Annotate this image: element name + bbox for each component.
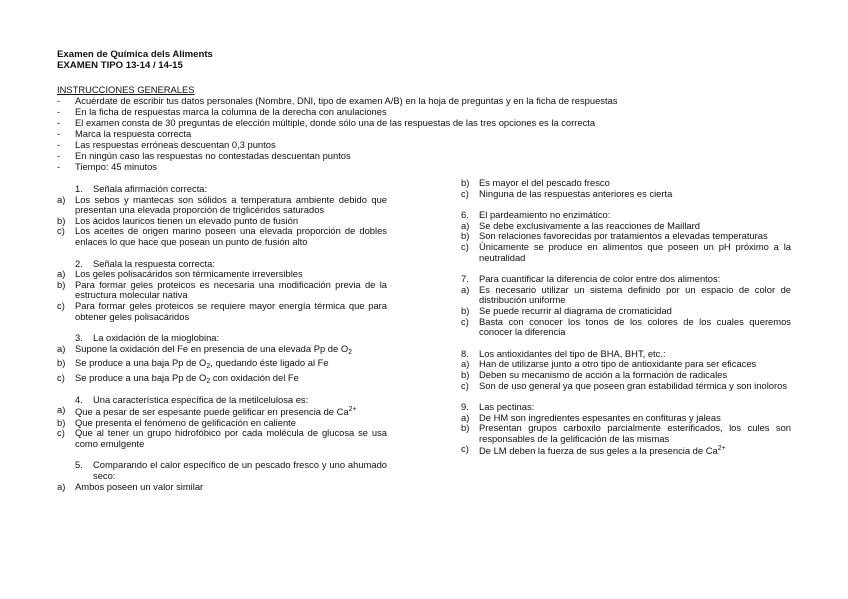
question-stem: Las pectinas: bbox=[479, 401, 535, 413]
question-4 bbox=[57, 395, 387, 450]
option-b: b) Los ácidos lauricos tienen un elevado punto de fusión bbox=[57, 214, 299, 226]
option-b: b) Se puede recurrir al diagrama de cromaticidad bbox=[461, 304, 672, 316]
question-number: 5. bbox=[75, 459, 83, 471]
option-a: a) Ambos poseen un valor similar bbox=[57, 480, 204, 492]
option-a: a) Los sebos y mantecas son sólidos a temperatura ambiente debido que presentan una elevada proporción de triglicéridos saturados bbox=[57, 193, 387, 216]
question-stem: Señala afirmación correcta: bbox=[93, 183, 208, 194]
left-column bbox=[57, 184, 387, 492]
option-c: c) Que al tener un grupo hidrofóbico por cada molécula de glucosa se usa como emulgente bbox=[57, 427, 387, 449]
question-8 bbox=[461, 349, 791, 391]
exam-subtitle: EXAMEN TIPO 13-14 / 14-15 bbox=[57, 60, 183, 71]
option-b: b) Se produce a una baja Pp de $O_2$, quedando éste ligado al Fe bbox=[57, 357, 329, 371]
question-5-continued bbox=[461, 178, 791, 199]
instruction-item: - El examen consta de 30 preguntas de elección múltiple, donde sólo una de las respuestas de las tres opciones es la correcta bbox=[57, 117, 596, 128]
question-number: 4. bbox=[75, 393, 83, 405]
question-1 bbox=[57, 184, 387, 248]
question-2 bbox=[57, 259, 387, 323]
question-number: 2. bbox=[75, 257, 83, 269]
instruction-item: - Acuérdate de escribir tus datos personales (Nombre, DNI, tipo de examen A/B) en la hoja de preguntas y en la ficha de respuestas bbox=[57, 95, 618, 106]
question-number: 3. bbox=[75, 332, 83, 344]
question-9 bbox=[461, 402, 791, 457]
instructions-heading: INSTRUCCIONES GENERALES bbox=[57, 84, 195, 95]
question-number: 6. bbox=[461, 209, 469, 221]
option-c: c) Basta con conocer los tonos de los colores de los cuales queremos conocer la diferencia bbox=[461, 315, 791, 338]
option-c: c) Son de uso general ya que poseen gran estabilidad térmica y son inoloros bbox=[461, 379, 788, 391]
instruction-item: - Marca la respuesta correcta bbox=[57, 128, 192, 139]
option-c: c) De LM deben la fuerza de sus geles a la presencia de $Ca^{2+}$ bbox=[461, 443, 726, 457]
option-b: b) Es mayor el del pescado fresco bbox=[461, 177, 610, 188]
instruction-item: - En la ficha de respuestas marca la columna de la derecha con anulaciones bbox=[57, 106, 387, 117]
option-a: a) Los geles polisacáridos son térmicamente irreversibles bbox=[57, 268, 303, 280]
question-stem: Los antioxidantes del tipo de BHA, BHT, etc.: bbox=[479, 347, 666, 359]
option-a: a) Se debe exclusivamente a las reacciones de Maillard bbox=[461, 219, 700, 231]
option-a: a) Supone la oxidación del Fe en presencia de una elevada Pp de $O_2$ bbox=[57, 342, 353, 356]
question-stem: Una característica específica de la metilcelulosa es: bbox=[93, 393, 309, 405]
option-c: c) Los aceites de origen marino poseen una elevada proporción de dobles enlaces lo que hace que posean un punto de fusión alto bbox=[57, 225, 387, 247]
question-number: 1. bbox=[75, 183, 83, 194]
instruction-item: - En ningún caso las respuestas no contestadas descuentan puntos bbox=[57, 150, 351, 161]
question-stem: Comparando el calor específico de un pescado fresco y uno ahumado seco: bbox=[93, 459, 387, 482]
question-stem: Para cuantificar la diferencia de color entre dos alimentos: bbox=[479, 273, 721, 285]
exam-title: Examen de Química dels Aliments bbox=[57, 49, 213, 60]
question-number: 9. bbox=[461, 401, 469, 413]
option-a: a) Es necesario utilizar un sistema definido por un espacio de color de distribución uniforme bbox=[461, 283, 791, 306]
option-b: b) Presentan grupos carboxilo parcialmente esterificados, los cules son responsables de la gelificación de las mismas bbox=[461, 422, 791, 444]
instruction-item: - Las respuestas erróneas descuentan 0,3 puntos bbox=[57, 139, 276, 150]
option-c: c) Únicamente se produce en alimentos que poseen un pH próximo a la neutralidad bbox=[461, 240, 791, 263]
question-5 bbox=[57, 460, 387, 492]
option-a: a) De HM son ingredientes espesantes en confituras y jaleas bbox=[461, 411, 721, 423]
option-c: c) Ninguna de las respuestas anteriores es cierta bbox=[461, 187, 673, 199]
option-c: c) Para formar geles proteicos se requiere mayor energía térmica que para obtener geles polisacáridos bbox=[57, 299, 387, 322]
question-number: 7. bbox=[461, 273, 469, 285]
question-7 bbox=[461, 274, 791, 338]
right-column bbox=[461, 178, 791, 457]
instruction-item: - Tiempo: 45 minutos bbox=[57, 161, 157, 172]
question-stem: Señala la respuesta correcta: bbox=[93, 257, 215, 269]
question-stem: La oxidación de la mioglobina: bbox=[93, 332, 220, 344]
question-stem: El pardeamiento no enzimático: bbox=[479, 209, 611, 221]
option-b: b) Que presenta el fenómeno de gelificación en caliente bbox=[57, 416, 296, 428]
option-b: b) Son relaciones favorecidas por tratamientos a elevadas temperaturas bbox=[461, 230, 768, 242]
option-b: b) Para formar geles proteicos es necesaria una modificación previa de la estructura molecular nativa bbox=[57, 278, 387, 301]
option-b: b) Deben su mecanismo de acción a la formación de radicales bbox=[461, 368, 728, 380]
question-3 bbox=[57, 333, 387, 387]
question-6 bbox=[461, 210, 791, 263]
option-a: a) Que a pesar de ser espesante puede gelificar en presencia de $Ca^{2+}$ bbox=[57, 404, 357, 418]
option-c: c) Se produce a una baja Pp de $O_2$ con oxidación del Fe bbox=[57, 371, 299, 385]
question-number: 8. bbox=[461, 347, 469, 359]
option-a: a) Han de utilizarse junto a otro tipo de antioxidante para ser eficaces bbox=[461, 358, 757, 370]
